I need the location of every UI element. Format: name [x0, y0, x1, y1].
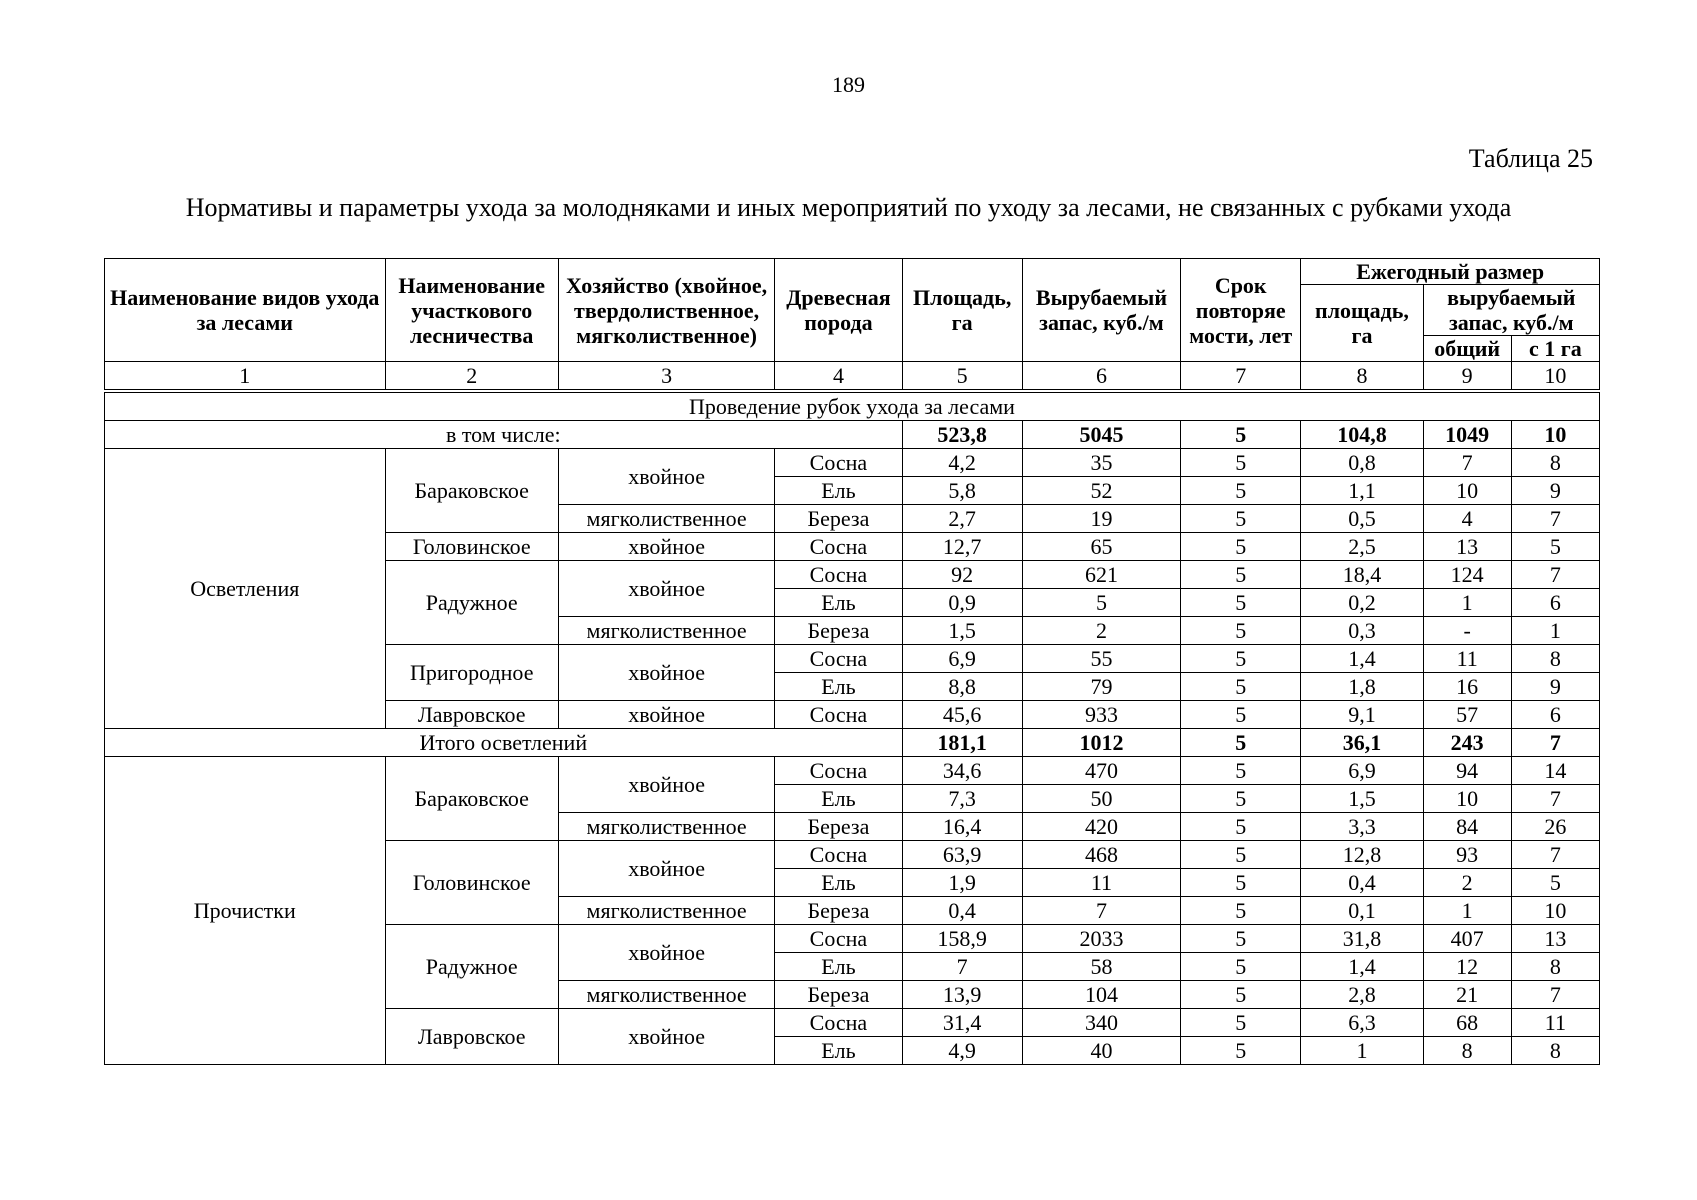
annual-per-ha-cell: 6 — [1511, 701, 1599, 729]
area-cell: 6,9 — [902, 645, 1022, 673]
including-period: 5 — [1181, 421, 1301, 449]
annual-total-cell: 10 — [1423, 477, 1511, 505]
species-cell: Береза — [775, 981, 902, 1009]
annual-per-ha-cell: 5 — [1511, 533, 1599, 561]
header-forestry: Наименование участкового лесничества — [385, 259, 558, 362]
area-cell: 13,9 — [902, 981, 1022, 1009]
annual-area-cell: 0,3 — [1301, 617, 1423, 645]
area-cell: 8,8 — [902, 673, 1022, 701]
farm-cell: хвойное — [558, 701, 774, 729]
annual-per-ha-cell: 1 — [1511, 617, 1599, 645]
volume-cell: 55 — [1022, 645, 1180, 673]
table-row — [105, 757, 1600, 785]
annual-area-cell: 0,4 — [1301, 869, 1423, 897]
header-area: Площадь, га — [902, 259, 1022, 362]
column-number: 4 — [775, 362, 902, 392]
species-cell: Береза — [775, 617, 902, 645]
care-type-cell: Осветления — [105, 449, 386, 729]
column-number: 5 — [902, 362, 1022, 392]
total-annual-per-ha: 7 — [1511, 729, 1599, 757]
forestry-cell: Пригородное — [385, 645, 558, 701]
annual-area-cell: 1,8 — [1301, 673, 1423, 701]
species-cell: Береза — [775, 505, 902, 533]
header-care-type: Наименование видов ухода за лесами — [105, 259, 386, 362]
column-number: 8 — [1301, 362, 1423, 392]
annual-total-cell: 1 — [1423, 589, 1511, 617]
species-cell: Сосна — [775, 841, 902, 869]
section-row — [105, 391, 1600, 421]
annual-total-cell: 124 — [1423, 561, 1511, 589]
including-annual-total: 1049 — [1423, 421, 1511, 449]
annual-total-cell: 11 — [1423, 645, 1511, 673]
volume-cell: 58 — [1022, 953, 1180, 981]
annual-area-cell: 6,3 — [1301, 1009, 1423, 1037]
volume-cell: 52 — [1022, 477, 1180, 505]
area-cell: 5,8 — [902, 477, 1022, 505]
volume-cell: 420 — [1022, 813, 1180, 841]
area-cell: 0,4 — [902, 897, 1022, 925]
annual-per-ha-cell: 7 — [1511, 785, 1599, 813]
annual-area-cell: 1,5 — [1301, 785, 1423, 813]
annual-per-ha-cell: 9 — [1511, 477, 1599, 505]
annual-per-ha-cell: 7 — [1511, 561, 1599, 589]
volume-cell: 2033 — [1022, 925, 1180, 953]
forestry-cell: Бараковское — [385, 449, 558, 533]
total-volume: 1012 — [1022, 729, 1180, 757]
species-cell: Сосна — [775, 533, 902, 561]
period-cell: 5 — [1181, 505, 1301, 533]
annual-total-cell: 8 — [1423, 1037, 1511, 1065]
volume-cell: 340 — [1022, 1009, 1180, 1037]
farm-cell: хвойное — [558, 533, 774, 561]
species-cell: Сосна — [775, 925, 902, 953]
forestry-cell: Головинское — [385, 533, 558, 561]
header-farm-type: Хозяйство (хвойное, твердолиственное, мягколиственное) — [558, 259, 774, 362]
period-cell: 5 — [1181, 841, 1301, 869]
header-volume: Вырубаемый запас, куб./м — [1022, 259, 1180, 362]
annual-total-cell: - — [1423, 617, 1511, 645]
including-area: 523,8 — [902, 421, 1022, 449]
annual-per-ha-cell: 8 — [1511, 953, 1599, 981]
care-type-cell: Прочистки — [105, 757, 386, 1065]
annual-total-cell: 407 — [1423, 925, 1511, 953]
species-cell: Ель — [775, 869, 902, 897]
header-annual: Ежегодный размер — [1301, 259, 1600, 285]
column-number: 6 — [1022, 362, 1180, 392]
total-annual-area: 36,1 — [1301, 729, 1423, 757]
annual-area-cell: 1,4 — [1301, 645, 1423, 673]
period-cell: 5 — [1181, 757, 1301, 785]
section-title: Проведение рубок ухода за лесами — [105, 391, 1600, 421]
annual-per-ha-cell: 26 — [1511, 813, 1599, 841]
forestry-cell: Бараковское — [385, 757, 558, 841]
species-cell: Сосна — [775, 449, 902, 477]
annual-per-ha-cell: 9 — [1511, 673, 1599, 701]
annual-total-cell: 13 — [1423, 533, 1511, 561]
period-cell: 5 — [1181, 645, 1301, 673]
volume-cell: 2 — [1022, 617, 1180, 645]
column-number: 10 — [1511, 362, 1599, 392]
farm-cell: мягколиственное — [558, 981, 774, 1009]
norms-table — [104, 258, 1600, 1065]
annual-area-cell: 2,8 — [1301, 981, 1423, 1009]
annual-area-cell: 0,5 — [1301, 505, 1423, 533]
column-number: 7 — [1181, 362, 1301, 392]
volume-cell: 470 — [1022, 757, 1180, 785]
farm-cell: мягколиственное — [558, 897, 774, 925]
annual-area-cell: 1 — [1301, 1037, 1423, 1065]
annual-total-cell: 2 — [1423, 869, 1511, 897]
table-label: Таблица 25 — [1468, 144, 1593, 173]
document-title: Нормативы и параметры ухода за молодняками и иных мероприятий по уходу за лесами, не связанных с рубками ухода — [185, 193, 1512, 222]
species-cell: Береза — [775, 813, 902, 841]
forestry-cell: Лавровское — [385, 1009, 558, 1065]
annual-per-ha-cell: 8 — [1511, 1037, 1599, 1065]
species-cell: Ель — [775, 1037, 902, 1065]
annual-total-cell: 57 — [1423, 701, 1511, 729]
farm-cell: хвойное — [558, 645, 774, 701]
period-cell: 5 — [1181, 785, 1301, 813]
area-cell: 31,4 — [902, 1009, 1022, 1037]
farm-cell: хвойное — [558, 841, 774, 897]
period-cell: 5 — [1181, 1037, 1301, 1065]
including-row — [105, 421, 1600, 449]
period-cell: 5 — [1181, 561, 1301, 589]
species-cell: Сосна — [775, 561, 902, 589]
annual-area-cell: 31,8 — [1301, 925, 1423, 953]
annual-per-ha-cell: 6 — [1511, 589, 1599, 617]
farm-cell: хвойное — [558, 561, 774, 617]
area-cell: 1,5 — [902, 617, 1022, 645]
volume-cell: 40 — [1022, 1037, 1180, 1065]
forestry-cell: Радужное — [385, 925, 558, 1009]
area-cell: 34,6 — [902, 757, 1022, 785]
annual-per-ha-cell: 7 — [1511, 981, 1599, 1009]
farm-cell: мягколиственное — [558, 617, 774, 645]
annual-total-cell: 68 — [1423, 1009, 1511, 1037]
species-cell: Ель — [775, 785, 902, 813]
total-label: Итого осветлений — [105, 729, 903, 757]
area-cell: 92 — [902, 561, 1022, 589]
area-cell: 1,9 — [902, 869, 1022, 897]
farm-cell: хвойное — [558, 925, 774, 981]
column-number: 3 — [558, 362, 774, 392]
page-number: 189 — [832, 72, 865, 97]
species-cell: Сосна — [775, 757, 902, 785]
volume-cell: 79 — [1022, 673, 1180, 701]
period-cell: 5 — [1181, 897, 1301, 925]
period-cell: 5 — [1181, 925, 1301, 953]
species-cell: Береза — [775, 897, 902, 925]
species-cell: Ель — [775, 673, 902, 701]
including-annual-per-ha: 10 — [1511, 421, 1599, 449]
volume-cell: 7 — [1022, 897, 1180, 925]
annual-per-ha-cell: 7 — [1511, 841, 1599, 869]
annual-per-ha-cell: 14 — [1511, 757, 1599, 785]
header-annual-volume: вырубаемый запас, куб./м — [1423, 285, 1599, 336]
annual-per-ha-cell: 13 — [1511, 925, 1599, 953]
volume-cell: 468 — [1022, 841, 1180, 869]
annual-per-ha-cell: 8 — [1511, 645, 1599, 673]
volume-cell: 65 — [1022, 533, 1180, 561]
annual-area-cell: 12,8 — [1301, 841, 1423, 869]
period-cell: 5 — [1181, 701, 1301, 729]
annual-total-cell: 94 — [1423, 757, 1511, 785]
period-cell: 5 — [1181, 673, 1301, 701]
period-cell: 5 — [1181, 477, 1301, 505]
area-cell: 158,9 — [902, 925, 1022, 953]
header-annual-area: площадь, га — [1301, 285, 1423, 362]
period-cell: 5 — [1181, 981, 1301, 1009]
farm-cell: хвойное — [558, 449, 774, 505]
annual-area-cell: 2,5 — [1301, 533, 1423, 561]
annual-area-cell: 3,3 — [1301, 813, 1423, 841]
annual-per-ha-cell: 8 — [1511, 449, 1599, 477]
species-cell: Ель — [775, 953, 902, 981]
header-period: Срок повторяе мости, лет — [1181, 259, 1301, 362]
header-annual-per-ha: с 1 га — [1511, 336, 1599, 362]
volume-cell: 11 — [1022, 869, 1180, 897]
annual-area-cell: 0,1 — [1301, 897, 1423, 925]
annual-per-ha-cell: 7 — [1511, 505, 1599, 533]
period-cell: 5 — [1181, 953, 1301, 981]
annual-total-cell: 7 — [1423, 449, 1511, 477]
area-cell: 12,7 — [902, 533, 1022, 561]
farm-cell: мягколиственное — [558, 505, 774, 533]
area-cell: 45,6 — [902, 701, 1022, 729]
farm-cell: хвойное — [558, 1009, 774, 1065]
annual-area-cell: 9,1 — [1301, 701, 1423, 729]
volume-cell: 35 — [1022, 449, 1180, 477]
total-row — [105, 729, 1600, 757]
area-cell: 7 — [902, 953, 1022, 981]
period-cell: 5 — [1181, 617, 1301, 645]
annual-total-cell: 12 — [1423, 953, 1511, 981]
total-period: 5 — [1181, 729, 1301, 757]
annual-per-ha-cell: 10 — [1511, 897, 1599, 925]
header-annual-total: общий — [1423, 336, 1511, 362]
table-row — [105, 449, 1600, 477]
species-cell: Сосна — [775, 701, 902, 729]
annual-total-cell: 93 — [1423, 841, 1511, 869]
column-number: 2 — [385, 362, 558, 392]
annual-per-ha-cell: 11 — [1511, 1009, 1599, 1037]
column-number-row — [105, 362, 1600, 392]
annual-total-cell: 10 — [1423, 785, 1511, 813]
volume-cell: 50 — [1022, 785, 1180, 813]
forestry-cell: Лавровское — [385, 701, 558, 729]
volume-cell: 19 — [1022, 505, 1180, 533]
annual-area-cell: 6,9 — [1301, 757, 1423, 785]
volume-cell: 621 — [1022, 561, 1180, 589]
annual-area-cell: 0,2 — [1301, 589, 1423, 617]
area-cell: 16,4 — [902, 813, 1022, 841]
period-cell: 5 — [1181, 449, 1301, 477]
period-cell: 5 — [1181, 1009, 1301, 1037]
including-volume: 5045 — [1022, 421, 1180, 449]
annual-area-cell: 0,8 — [1301, 449, 1423, 477]
table-body — [105, 391, 1600, 1065]
species-cell: Ель — [775, 589, 902, 617]
annual-area-cell: 1,1 — [1301, 477, 1423, 505]
column-number: 9 — [1423, 362, 1511, 392]
annual-area-cell: 1,4 — [1301, 953, 1423, 981]
species-cell: Сосна — [775, 645, 902, 673]
annual-total-cell: 1 — [1423, 897, 1511, 925]
forestry-cell: Радужное — [385, 561, 558, 645]
including-annual-area: 104,8 — [1301, 421, 1423, 449]
area-cell: 0,9 — [902, 589, 1022, 617]
farm-cell: мягколиственное — [558, 813, 774, 841]
area-cell: 63,9 — [902, 841, 1022, 869]
area-cell: 4,9 — [902, 1037, 1022, 1065]
column-number: 1 — [105, 362, 386, 392]
species-cell: Сосна — [775, 1009, 902, 1037]
annual-area-cell: 18,4 — [1301, 561, 1423, 589]
total-annual-total: 243 — [1423, 729, 1511, 757]
period-cell: 5 — [1181, 813, 1301, 841]
annual-per-ha-cell: 5 — [1511, 869, 1599, 897]
species-cell: Ель — [775, 477, 902, 505]
farm-cell: хвойное — [558, 757, 774, 813]
header-species: Древесная порода — [775, 259, 902, 362]
annual-total-cell: 84 — [1423, 813, 1511, 841]
period-cell: 5 — [1181, 869, 1301, 897]
area-cell: 7,3 — [902, 785, 1022, 813]
volume-cell: 933 — [1022, 701, 1180, 729]
annual-total-cell: 4 — [1423, 505, 1511, 533]
table-header — [105, 259, 1600, 392]
volume-cell: 104 — [1022, 981, 1180, 1009]
period-cell: 5 — [1181, 589, 1301, 617]
annual-total-cell: 16 — [1423, 673, 1511, 701]
annual-total-cell: 21 — [1423, 981, 1511, 1009]
period-cell: 5 — [1181, 533, 1301, 561]
forestry-cell: Головинское — [385, 841, 558, 925]
area-cell: 2,7 — [902, 505, 1022, 533]
area-cell: 4,2 — [902, 449, 1022, 477]
total-area: 181,1 — [902, 729, 1022, 757]
including-label: в том числе: — [105, 421, 903, 449]
volume-cell: 5 — [1022, 589, 1180, 617]
